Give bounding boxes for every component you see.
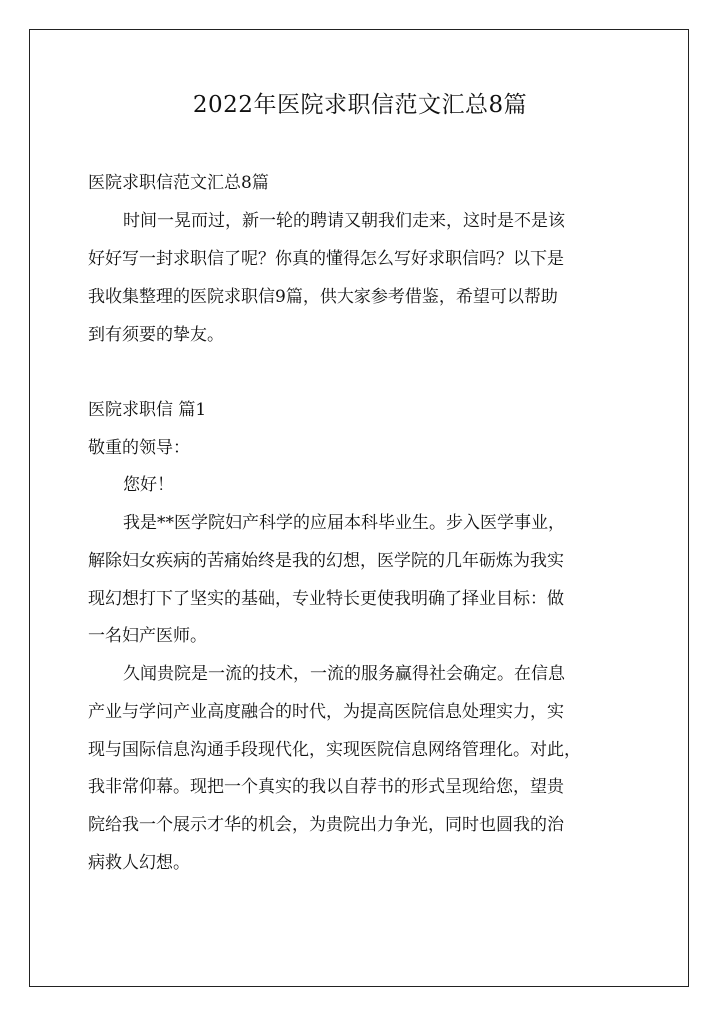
paragraph1-line: 一名妇产医师。 bbox=[88, 626, 207, 646]
intro-line: 到有须要的挚友。 bbox=[88, 325, 224, 345]
paragraph2-line: 我非常仰幕。现把一个真实的我以自荐书的形式呈现给您，望贵 bbox=[88, 777, 564, 797]
paragraph2-line: 产业与学问产业高度融合的时代，为提高医院信息处理实力，实 bbox=[88, 702, 564, 722]
paragraph2-line: 院给我一个展示才华的机会，为贵院出力争光，同时也圆我的治 bbox=[88, 815, 564, 835]
paragraph1-line: 我是**医学院妇产科学的应届本科毕业生。步入医学事业， bbox=[123, 513, 565, 533]
section-heading: 医院求职信 篇1 bbox=[88, 400, 207, 420]
greeting: 您好！ bbox=[123, 475, 174, 495]
paragraph2-line: 病救人幻想。 bbox=[88, 853, 190, 873]
document-subtitle: 医院求职信范文汇总8篇 bbox=[88, 173, 269, 193]
paragraph1-line: 解除妇女疾病的苦痛始终是我的幻想，医学院的几年砺炼为我实 bbox=[88, 551, 564, 571]
salutation: 敬重的领导： bbox=[88, 438, 190, 458]
paragraph2-line: 久闻贵院是一流的技术，一流的服务赢得社会确定。在信息 bbox=[123, 664, 565, 684]
intro-line: 好好写一封求职信了呢？你真的懂得怎么写好求职信吗？以下是 bbox=[88, 249, 564, 269]
paragraph1-line: 现幻想打下了坚实的基础，专业特长更使我明确了择业目标：做 bbox=[88, 589, 564, 609]
intro-line: 时间一晃而过，新一轮的聘请又朝我们走来，这时是不是该 bbox=[123, 211, 565, 231]
document-title: 2022年医院求职信范文汇总8篇 bbox=[192, 92, 528, 118]
paragraph2-line: 现与国际信息沟通手段现代化，实现医院信息网络管理化。对此， bbox=[88, 740, 581, 760]
intro-line: 我收集整理的医院求职信9篇，供大家参考借鉴，希望可以帮助 bbox=[88, 287, 558, 307]
